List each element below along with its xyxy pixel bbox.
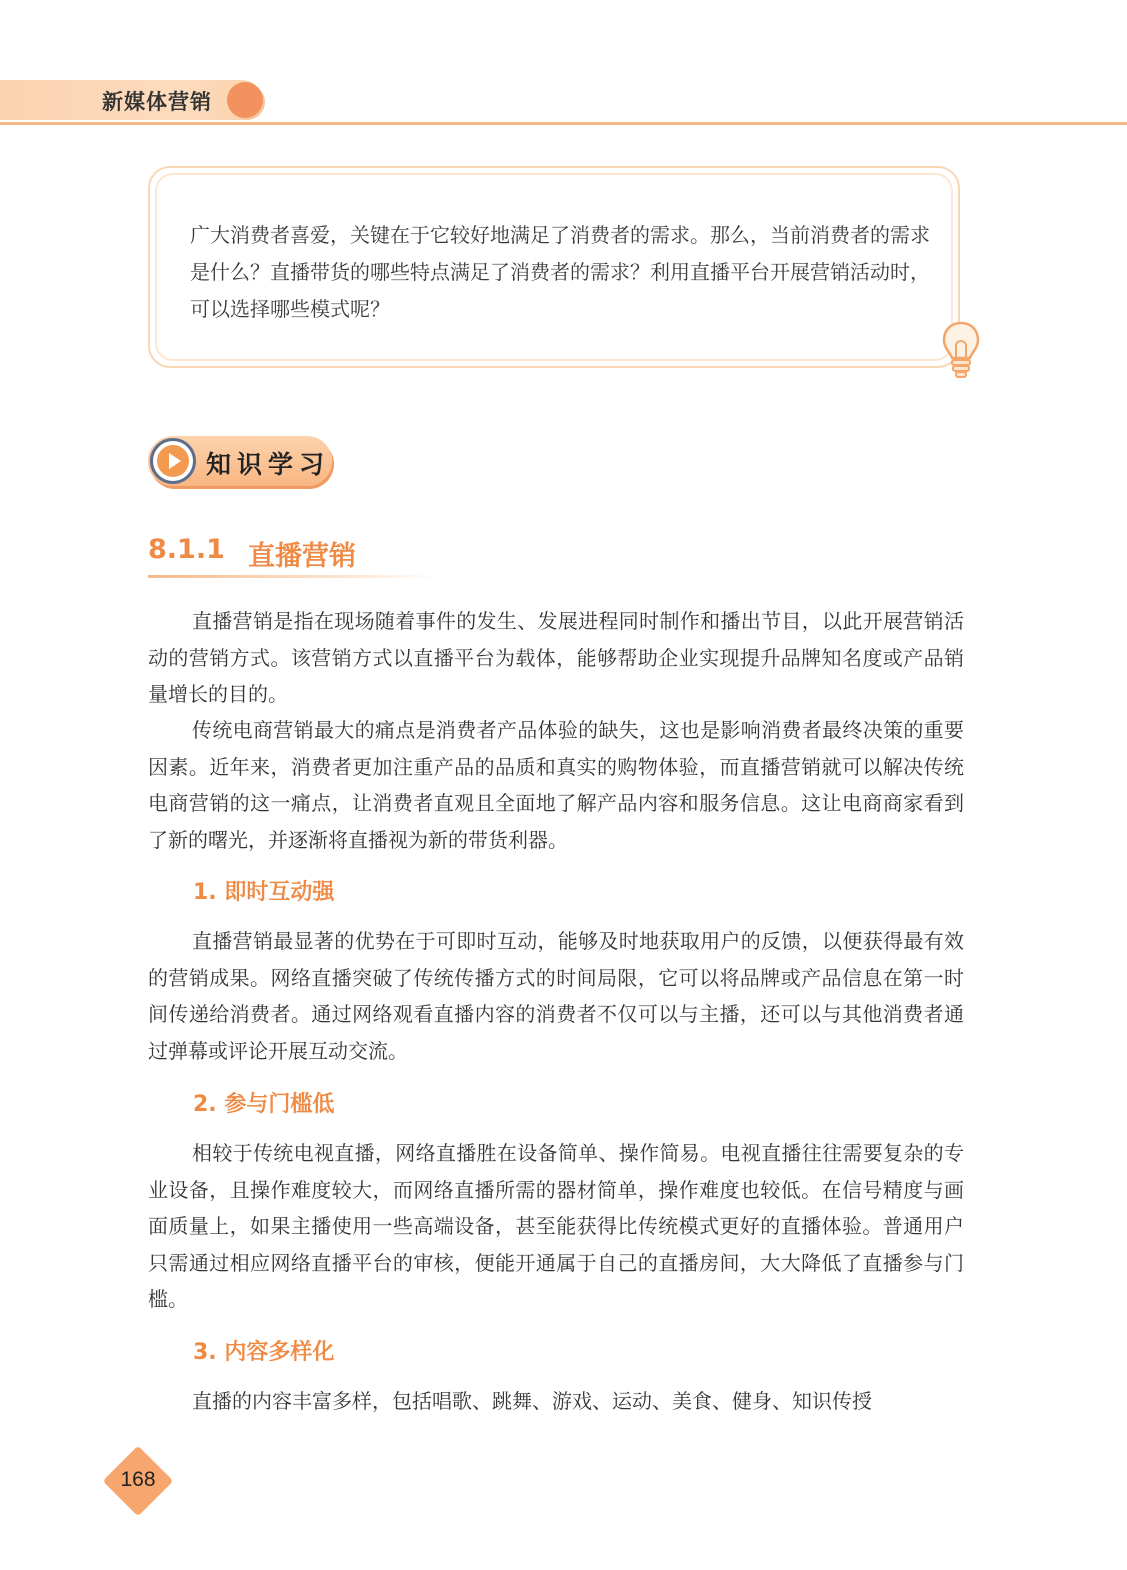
- paragraph-2: 传统电商营销最大的痛点是消费者产品体验的缺失，这也是影响消费者最终决策的重要因素。近年来，消费者更加注重产品的品质和真实的购物体验，而直播营销就可以解决传统电商营销的这一痛点，让消费者直观且全面地了解产品内容和服务信息。这让电商商家看到了新的曙光，并逐渐将直播视为新的带货利器。: [148, 718, 964, 852]
- subheading-1: 1. 即时互动强: [193, 880, 335, 905]
- paragraph-4: 相较于传统电视直播，网络直播胜在设备简单、操作简易。电视直播往往需要复杂的专业设备，且操作难度较大，而网络直播所需的器材简单，操作难度也较低。在信号精度与画面质量上，如果主播使用一些高端设备，甚至能获得比传统模式更好的直播体验。普通用户只需通过相应网络直播平台的审核，便能开通属于自己的直播房间，大大降低了直播参与门槛。: [148, 1141, 964, 1312]
- section-badge-label: 知识学习: [206, 450, 331, 479]
- section-title: 直播营销: [248, 541, 356, 572]
- paragraph-3: 直播营销最显著的优势在于可即时互动，能够及时地获取用户的反馈，以便获得最有效的营销成果。网络直播突破了传统传播方式的时间局限，它可以将品牌或产品信息在第一时间传递给消费者。通过网络观看直播内容的消费者不仅可以与主播，还可以与其他消费者通过弹幕或评论开展互动交流。: [148, 929, 964, 1063]
- subheading-3: 3. 内容多样化: [193, 1340, 335, 1365]
- intro-text: 广大消费者喜爱，关键在于它较好地满足了消费者的需求。那么，当前消费者的需求是什么？直播带货的哪些特点满足了消费者的需求？利用直播平台开展营销活动时，可以选择哪些模式呢？: [190, 223, 930, 321]
- paragraph-5: 直播的内容丰富多样，包括唱歌、跳舞、游戏、运动、美食、健身、知识传授: [192, 1389, 872, 1413]
- paragraph-1: 直播营销是指在现场随着事件的发生、发展进程同时制作和播出节目，以此开展营销活动的营销方式。该营销方式以直播平台为载体，能够帮助企业实现提升品牌知名度或产品销量增长的目的。: [148, 609, 964, 707]
- running-header-title: 新媒体营销: [102, 90, 212, 114]
- header-rule: [0, 122, 1127, 125]
- section-number: 8.1.1: [148, 534, 225, 565]
- header-circle-decoration: [227, 82, 263, 118]
- page-number: 168: [120, 1468, 156, 1491]
- subheading-2: 2. 参与门槛低: [193, 1092, 335, 1117]
- play-icon: [150, 438, 196, 484]
- lightbulb-icon: [940, 320, 982, 380]
- section-underline: [148, 575, 438, 578]
